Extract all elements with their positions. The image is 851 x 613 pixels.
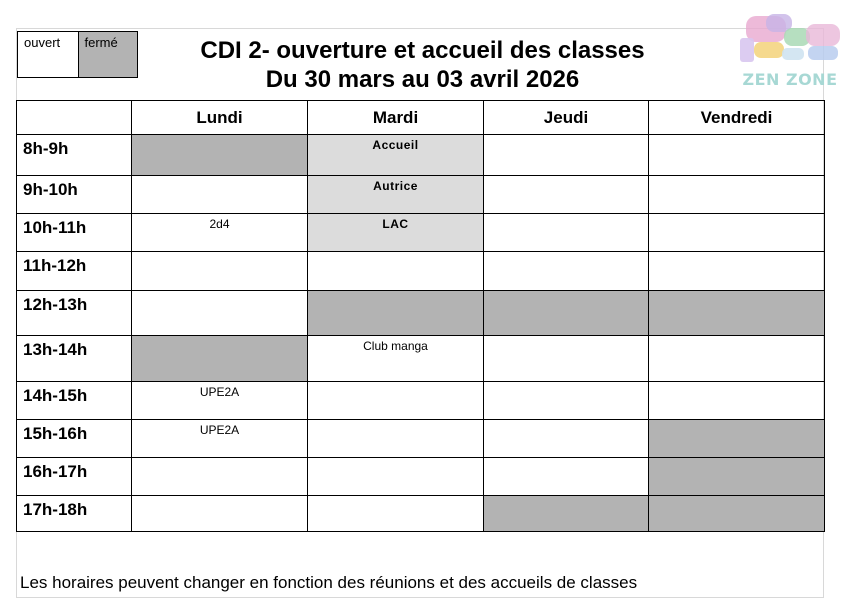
schedule-cell [308,496,484,532]
cell-label: UPE2A [199,385,240,399]
cell-label [649,252,824,255]
cell-label: Accueil [372,138,419,152]
cell-label [308,496,483,499]
cell-label [484,214,648,217]
cell-label [484,135,648,138]
table-row [17,420,825,458]
cell-label [649,176,824,179]
cell-label: 2d4 [209,217,230,231]
schedule-cell [308,420,484,458]
time-slot-label: 13h-14h [17,336,132,382]
header-corner [17,101,132,135]
cell-label [308,291,483,294]
header-row [17,101,825,135]
cell-label [132,336,307,339]
schedule-cell [484,291,649,336]
schedule-cell [132,382,308,420]
page-title [140,36,705,94]
cell-label: LAC [382,217,409,231]
schedule-cell [649,458,825,496]
cell-label [649,336,824,339]
table-row [17,135,825,176]
schedule-cell [649,214,825,252]
cell-label [132,135,307,138]
table-row [17,176,825,214]
table-row [17,458,825,496]
schedule-cell [649,135,825,176]
table-row [17,496,825,532]
table-row [17,382,825,420]
cell-label [308,420,483,423]
cell-label [484,252,648,255]
schedule-cell [132,214,308,252]
schedule-cell [484,496,649,532]
time-slot-label: 10h-11h [17,214,132,252]
schedule-cell [132,135,308,176]
header-day: Mardi [308,101,484,135]
schedule-cell [132,336,308,382]
schedule-cell [649,291,825,336]
schedule-cell [308,214,484,252]
schedule-cell [484,135,649,176]
schedule-cell [484,214,649,252]
schedule-cell [308,135,484,176]
time-slot-label: 9h-10h [17,176,132,214]
table-row [17,214,825,252]
schedule-cell [484,420,649,458]
schedule-cell [132,176,308,214]
header-day: Vendredi [649,101,825,135]
cell-label [132,252,307,255]
schedule-table [16,100,825,532]
schedule-cell [308,291,484,336]
cell-label [649,420,824,423]
legend-closed: fermé [78,32,138,77]
schedule-cell [308,382,484,420]
header-day: Lundi [132,101,308,135]
cell-label: Autrice [373,179,418,193]
cell-label [132,291,307,294]
schedule-cell [132,252,308,291]
schedule-cell [484,382,649,420]
table-row [17,336,825,382]
schedule-cell [308,458,484,496]
table-row [17,291,825,336]
schedule-cell [649,382,825,420]
time-slot-label: 11h-12h [17,252,132,291]
schedule-cell [484,176,649,214]
legend-open: ouvert [24,35,61,50]
schedule-cell [484,336,649,382]
schedule-cell [649,496,825,532]
cell-label [484,291,648,294]
cell-label [484,458,648,461]
cell-label: UPE2A [199,423,240,437]
cell-label [132,458,307,461]
time-slot-label: 17h-18h [17,496,132,532]
schedule-cell [649,176,825,214]
cell-label [649,496,824,499]
cell-label [484,176,648,179]
cell-label [649,135,824,138]
schedule-cell [649,420,825,458]
cell-label [649,382,824,385]
legend-box [17,31,138,78]
schedule-cell [308,252,484,291]
cell-label [308,252,483,255]
cell-label [484,496,648,499]
schedule-cell [308,176,484,214]
cell-label [132,176,307,179]
cell-label [484,382,648,385]
schedule-cell [132,420,308,458]
cell-label [308,458,483,461]
cell-label [649,214,824,217]
schedule-cell [132,291,308,336]
cell-label [484,336,648,339]
time-slot-label: 8h-9h [17,135,132,176]
title-line-1: CDI 2- ouverture et accueil des classes [200,37,645,64]
logo-text: ZEN ZONE [742,70,838,89]
schedule-cell [484,458,649,496]
table-row [17,252,825,291]
title-line-2: Du 30 mars au 03 avril 2026 [265,66,580,93]
schedule-cell [484,252,649,291]
schedule-cell [649,252,825,291]
footer-note: Les horaires peuvent changer en fonction des réunions et des accueils de classes [20,573,638,592]
schedule-cell [132,458,308,496]
schedule-cell [308,336,484,382]
header-day: Jeudi [484,101,649,135]
cell-label [649,291,824,294]
time-slot-label: 14h-15h [17,382,132,420]
schedule-cell [649,336,825,382]
cell-label: Club manga [363,339,428,353]
cell-label [308,382,483,385]
time-slot-label: 16h-17h [17,458,132,496]
cell-label [132,496,307,499]
cell-label [484,420,648,423]
time-slot-label: 15h-16h [17,420,132,458]
time-slot-label: 12h-13h [17,291,132,336]
cell-label [649,458,824,461]
schedule-cell [132,496,308,532]
